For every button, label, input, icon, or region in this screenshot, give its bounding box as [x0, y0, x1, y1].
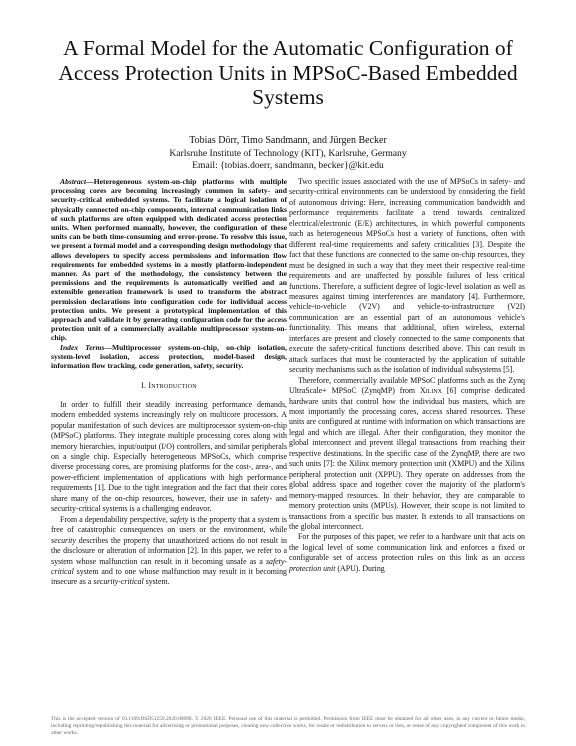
text-run: [6] comprise dedicated hardware units that control how the individual bus masters, which are most importantly the processing cores, access shared resources. These units are configured at runtime with information on which transactions are legal and which are illegal. After their configuration, they monitor the global interconnect and prevent illegal transactions from reaching their respective destinations. In the specific case of the ZynqMP, there are two such units [7]: the Xilinx memory protection unit (XMPU) and the Xilinx peripheral protection unit (XPPU). They operate on addresses from the global address space and together cover the majority of the platform's memory-mapped resources. In their behavior, they are comparable to memory protection units (MPUs). However, their scope is not limited to transactions from a specific bus master. It extends to all transactions on the global interconnect.: [289, 386, 525, 531]
section-heading: I. Introduction: [141, 381, 197, 391]
text-run: For the purposes of this paper, we refer to a hardware unit that acts on the logical level of some communication link and enforces a fixed or configurable set of access protection rules on this link as an: [289, 532, 525, 563]
index-terms: [51, 343, 287, 371]
copyright-footnote: This is the accepted version of 10.1109/DSD51259.2020.00098. © 2020 IEEE. Personal use of this material is permitted. Permission from IEEE must be obtained for all other uses, in any current or future media, including reprinting/republishing this material for advertising or promotional purposes, creating new collective works, for resale or redistribution to servers or lists, or reuse of any copyrighted component of this work in other works.: [51, 716, 525, 737]
abstract-label: Abstract: [60, 177, 87, 186]
intro-paragraph-4: [289, 376, 525, 533]
paper-title: A Formal Model for the Automatic Configuration of Access Protection Units in MPSoC-Based Embedded Systems: [58, 36, 518, 109]
author-names: Tobias Dörr, Timo Sandmann, and Jürgen Becker: [189, 135, 387, 146]
text-run: Therefore, commercially available MPSoC platforms such as the Zynq UltraScale+ MPSoC (ZynqMP) from: [289, 375, 525, 396]
index-terms-label: Index Terms: [60, 342, 105, 352]
author-block: [40, 135, 536, 172]
text-run: describes the property that unauthorized actions do not result in the disclosure or alteration of information [2]. In this paper, we refer to a system whose malfunction can result in it becoming unsafe as a: [51, 535, 287, 566]
intro-paragraph-1: In order to fulfill their steadily increasing performance demands, modern embedded systems increasingly rely on multicore processors. A popular manifestation of such devices are multiprocessor system-on-chip (MPSoC) platforms. They integrate multiple processing cores along with memory hierarchies, input/output (I/O) controllers, and similar peripherals on a single chip. Especially heterogeneous MPSoCs, which comprise diverse processing cores, are promising platforms for the cost-, area-, and power-efficient implementation of applications with high performance requirements [1]. Due to the tight integration and the fact that their cores share many of the on-chip resources, however, their use in safety- and security-critical systems is a challenging endeavor.: [51, 399, 287, 514]
emphasis-apu: access protection unit: [289, 553, 525, 573]
abstract-text: —Heterogeneous system-on-chip platforms with multiple processing cores are becoming increasingly common in safety- and security-critical embedded systems. To facilitate a logical isolation of physically connected on-chip components, internal communication links of such platforms are often equipped with dedicated access protection units. When performed manually, however, the configuration of these units can be both time-consuming and error-prone. To resolve this issue, we present a formal model and a corresponding design methodology that allows developers to specify access permissions and information flow requirements for embedded systems in a mostly platform-independent manner. As part of the methodology, the consistency between the permissions and the requirements is automatically verified and an extensible generation framework is used to transform the abstract permission declarations into configuration code for individual access protection units. We present a prototypical implementation of this approach and validate it by generating configuration code for the access protection unit of a commercially available multiprocessor system-on-chip.: [51, 177, 287, 343]
emphasis-safety: safety: [169, 514, 189, 524]
text-run: system and to one whose malfunction may result in it becoming insecure as a: [51, 566, 287, 587]
left-column: [51, 177, 287, 588]
author-affiliation: Karlsruhe Institute of Technology (KIT), Karlsruhe, Germany: [169, 148, 407, 159]
text-run: From a dependability perspective,: [60, 514, 170, 524]
emphasis-safety-critical: safety-critical: [51, 556, 287, 576]
emphasis-security: security: [51, 535, 76, 545]
intro-paragraph-3: Two specific issues associated with the use of MPSoCs in safety- and security-critical environments can be understood by considering the field of autonomous driving: Here, increasing communication bandwidth and performance requirements facilitate a trend towards centralized electrical/electronic (E/E) architectures, in which powerful components such as heterogeneous MPSoCs host a variety of functions, often with different real-time requirements and safety criticalities [3]. Despite the fact that these functions are connected to the same on-chip resources, they must be designed in such a way that they meet their respective real-time requirements and are unaffected by possible failures of less critical functions. Therefore, a sufficient degree of logic-level isolation as well as measures against timing interferences are mandatory [4]. Furthermore, vehicle-to-vehicle (V2V) and vehicle-to-infrastructure (V2I) communication are an essential part of an autonomous vehicle's functionality. This means that additional, often wireless, external interfaces are present and closely connected to the same components that execute the safety-critical functions described above. This can result in attack surfaces that must be counteracted by the application of suitable security mechanisms such as the isolation of individual subsystems [5].: [289, 177, 525, 375]
vendor-name: Xilinx: [419, 386, 442, 396]
emphasis-security-critical: security-critical: [93, 577, 144, 587]
author-email: Email: {tobias.doerr, sandmann, becker}@kit.edu: [192, 160, 384, 171]
text-run: is the property that a system is free of catastrophic consequences on users or the environment, while: [51, 514, 287, 535]
right-column: [289, 177, 525, 574]
abstract: [51, 177, 287, 343]
index-terms-text: —Multiprocessor system-on-chip, on-chip isolation, system-level isolation, access protection, model-based design, information flow tracking, code generation, safety, security.: [51, 342, 288, 371]
intro-paragraph-5: [289, 532, 525, 574]
intro-paragraph-2: [51, 515, 287, 588]
text-run: (APU). During: [335, 563, 385, 573]
text-run: system.: [143, 577, 170, 587]
